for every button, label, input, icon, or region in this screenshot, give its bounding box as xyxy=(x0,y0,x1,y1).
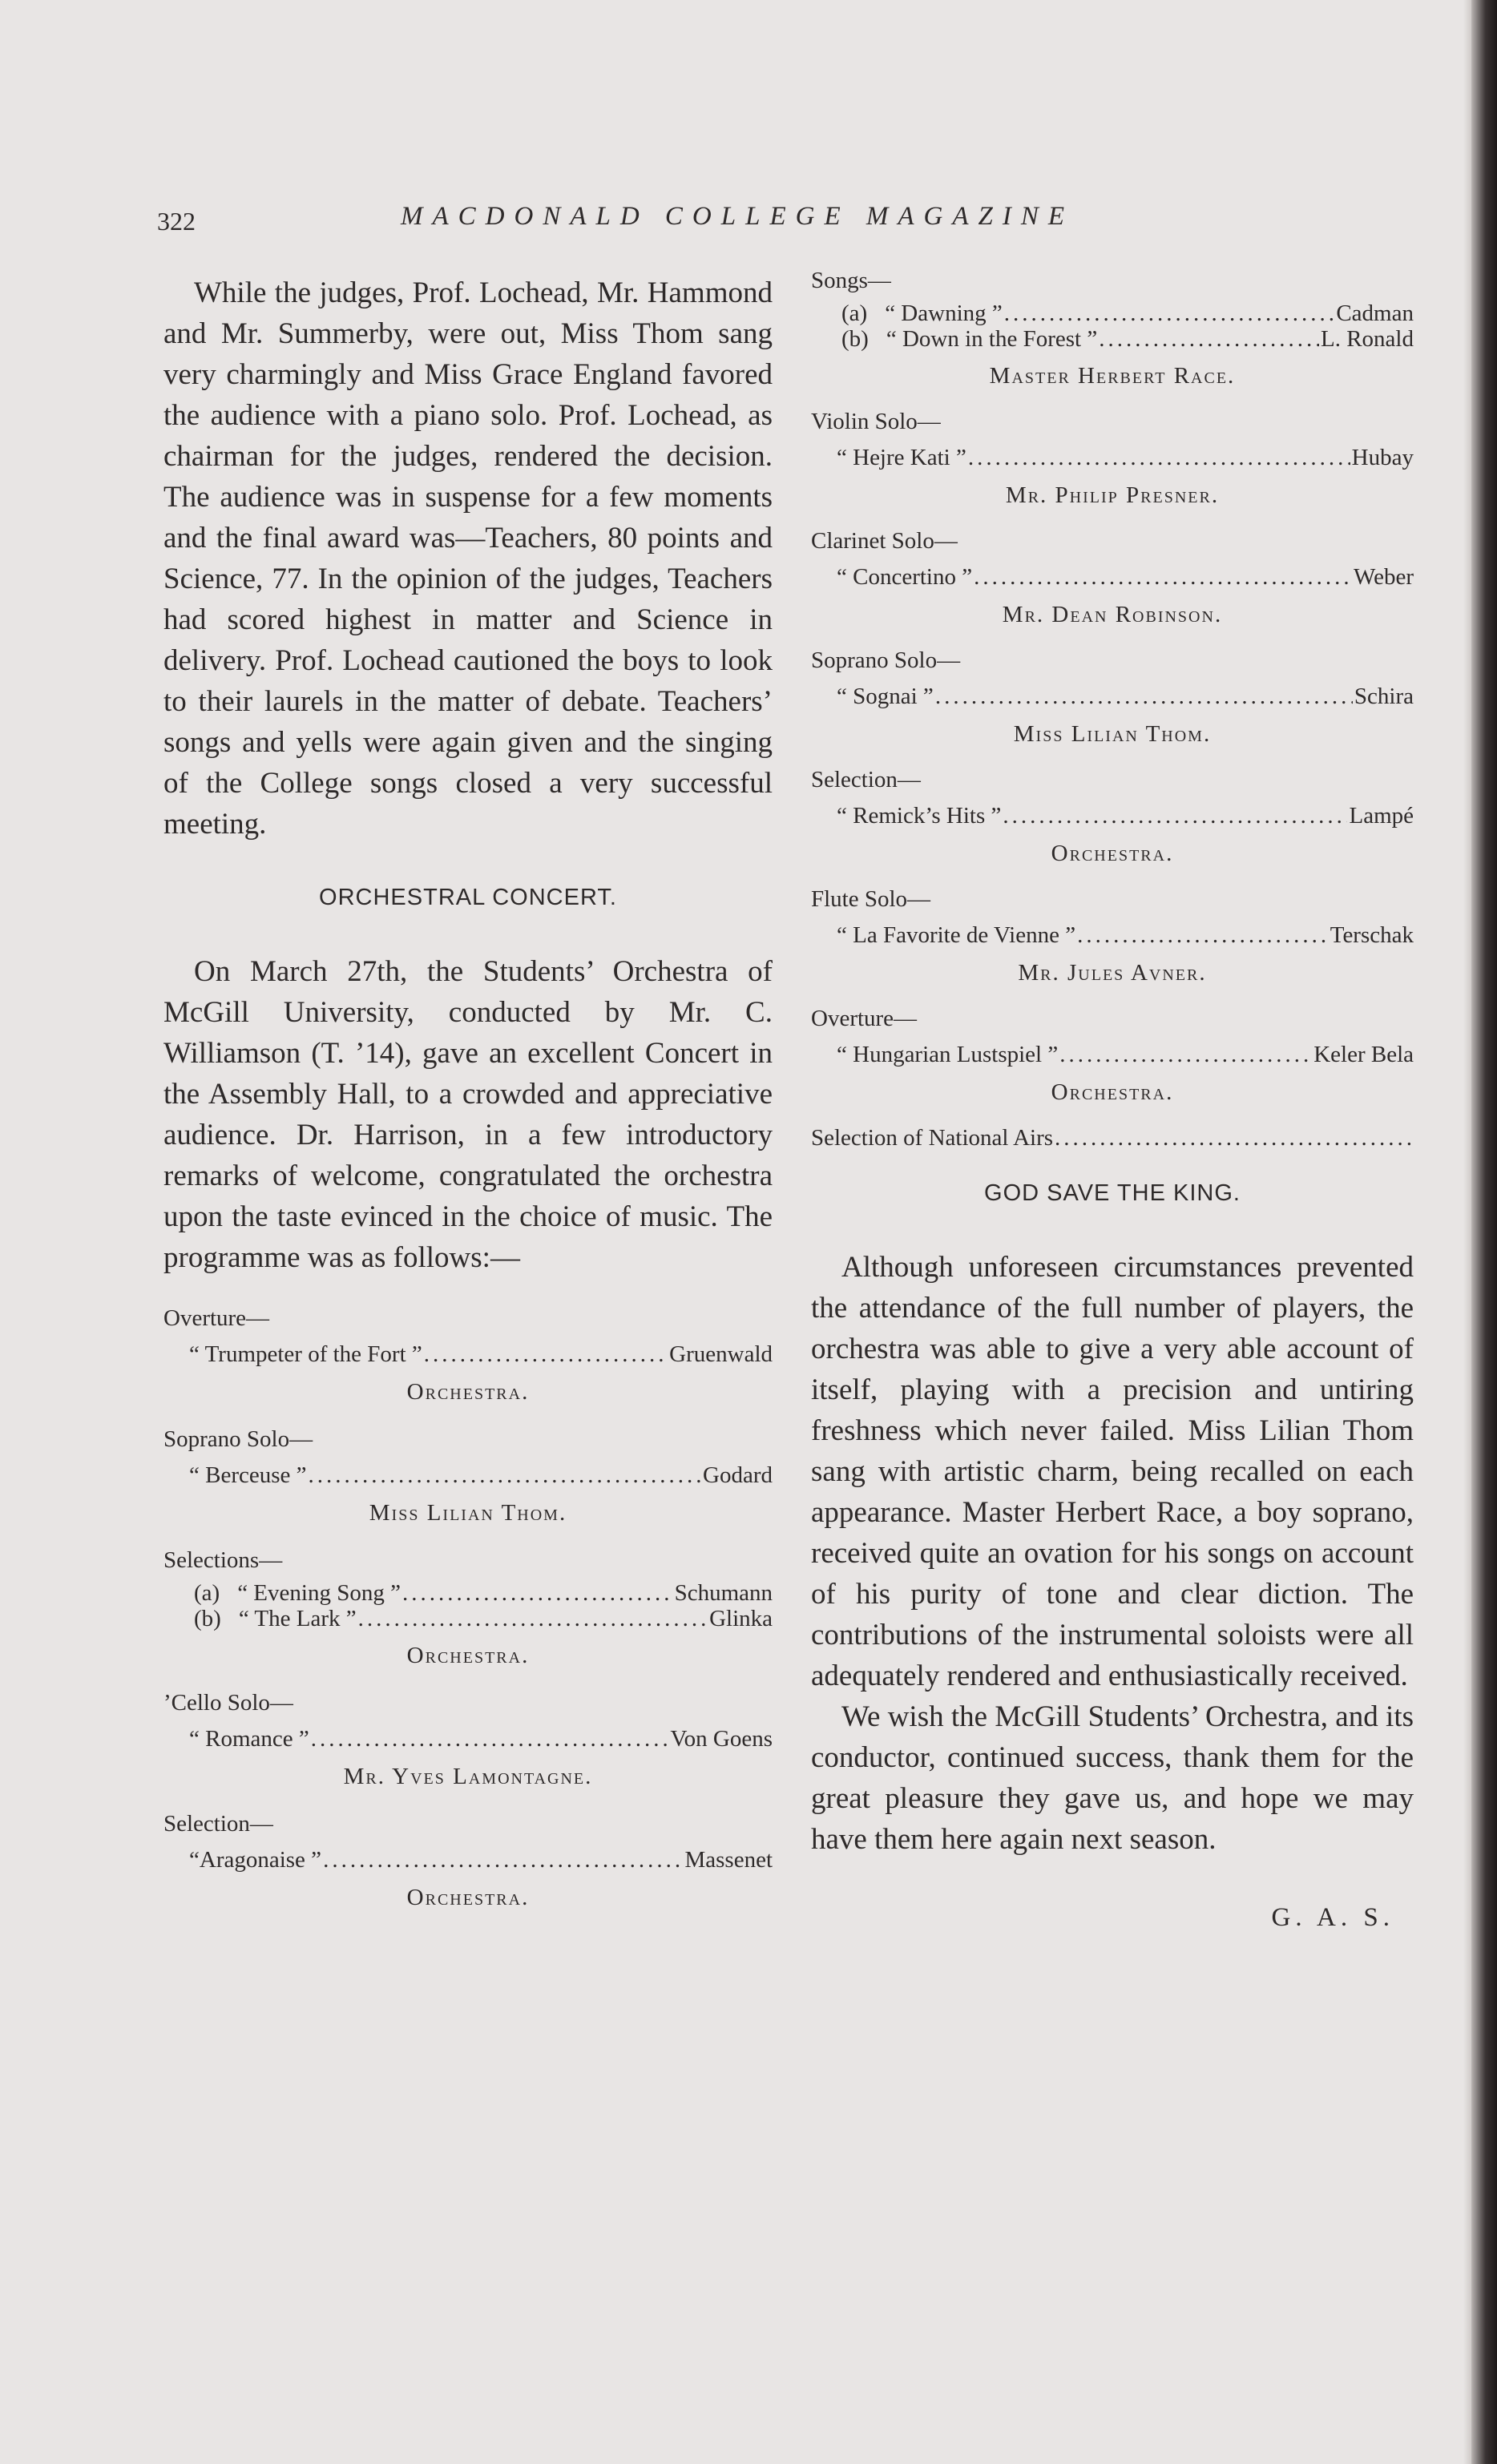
programme-item xyxy=(163,1305,773,1405)
programme-list-left xyxy=(163,1305,773,1911)
leader-dots xyxy=(1099,326,1319,352)
programme-label: Overture— xyxy=(811,1006,918,1031)
concert-intro-paragraph: On March 27th, the Students’ Orchestra of McGill University, conducted by Mr. C. Williamson (T. ’14), gave an excellent Concert in the Assembly Hall, to a crowded and appreciative audience. Dr. Harrison, in a few introductory remarks of welcome, congratulated the orchestra upon the taste evinced in the choice of music. The programme was as follows:— xyxy=(163,955,773,1274)
performer: Mr. Yves Lamontagne. xyxy=(343,1764,593,1789)
piece-title: “ Berceuse ” xyxy=(189,1462,307,1488)
programme-item xyxy=(811,409,1414,509)
composer: Glinka xyxy=(709,1606,773,1631)
programme-item xyxy=(163,1426,773,1526)
programme-label: Soprano Solo— xyxy=(163,1426,313,1452)
item-letter: (b) xyxy=(194,1606,221,1631)
leader-dots xyxy=(424,1341,668,1368)
piece-title: “ La Favorite de Vienne ” xyxy=(837,922,1076,948)
programme-label: Selection— xyxy=(811,767,921,792)
closing-paragraph: We wish the McGill Students’ Orchestra, and its conductor, continued success, thank them for the great pleasure they gave us, and hope we may have them here again next season. xyxy=(811,1700,1414,1856)
piece-title: “ Evening Song ” xyxy=(237,1580,401,1606)
running-head: MACDONALD COLLEGE MAGAZINE xyxy=(401,202,1075,231)
composer: Cadman xyxy=(1336,300,1414,326)
leader-dots xyxy=(1059,1042,1312,1068)
programme-label: Flute Solo— xyxy=(811,886,931,912)
piece-title: “ The Lark ” xyxy=(238,1606,357,1631)
performer: Orchestra. xyxy=(1051,1079,1174,1105)
programme-label: Overture— xyxy=(163,1305,270,1331)
performer: Miss Lilian Thom. xyxy=(369,1500,567,1526)
performer: Orchestra. xyxy=(406,1885,530,1910)
piece-title: “ Hungarian Lustspiel ” xyxy=(837,1042,1059,1067)
programme-label: Soprano Solo— xyxy=(811,647,961,673)
programme-item xyxy=(811,528,1414,628)
right-column xyxy=(811,268,1414,1933)
page-gutter-shadow xyxy=(1463,0,1471,2464)
programme-line xyxy=(811,326,1414,352)
composer: Lampé xyxy=(1349,803,1414,829)
programme-item xyxy=(811,886,1414,986)
composer: Keler Bela xyxy=(1313,1042,1414,1067)
leader-dots xyxy=(968,445,1350,471)
concert-heading: ORCHESTRAL CONCERT. xyxy=(319,885,617,910)
item-letter: (b) xyxy=(841,326,869,352)
composer: Von Goens xyxy=(670,1726,773,1752)
national-airs-line xyxy=(811,1125,1414,1151)
leader-dots xyxy=(1004,300,1335,326)
programme-label: ’Cello Solo— xyxy=(163,1690,293,1716)
leader-dots xyxy=(358,1606,708,1631)
composer: Schira xyxy=(1354,684,1414,709)
composer: Weber xyxy=(1354,564,1414,590)
programme-line xyxy=(811,803,1414,829)
left-column xyxy=(163,272,773,1932)
composer: Hubay xyxy=(1351,445,1414,470)
signature: G. A. S. xyxy=(1271,1903,1394,1932)
programme-label: Songs— xyxy=(811,268,891,293)
programme-line xyxy=(163,1341,773,1368)
programme-item xyxy=(163,1811,773,1911)
performer: Orchestra. xyxy=(406,1643,530,1668)
programme-line xyxy=(163,1847,773,1873)
performer: Master Herbert Race. xyxy=(989,363,1236,389)
programme-line xyxy=(811,564,1414,591)
programme-item xyxy=(811,647,1414,748)
composer: Gruenwald xyxy=(669,1341,773,1367)
piece-title: “ Trumpeter of the Fort ” xyxy=(189,1341,422,1367)
programme-item xyxy=(811,1006,1414,1106)
programme-line xyxy=(811,300,1414,326)
programme-line xyxy=(163,1606,773,1631)
leader-dots xyxy=(1077,922,1329,949)
programme-label: Selection— xyxy=(163,1811,273,1837)
page-edge xyxy=(1471,0,1497,2464)
programme-line xyxy=(811,922,1414,949)
item-letter: (a) xyxy=(841,300,868,326)
programme-line xyxy=(811,684,1414,710)
performer: Mr. Philip Presner. xyxy=(1005,482,1220,508)
performer: Mr. Jules Avner. xyxy=(1018,960,1207,986)
piece-title: “ Romance ” xyxy=(189,1726,309,1752)
programme-item xyxy=(163,1690,773,1790)
programme-line xyxy=(163,1580,773,1606)
programme-label: Selections— xyxy=(163,1547,283,1573)
leader-dots xyxy=(311,1726,669,1752)
leader-dots xyxy=(935,684,1353,710)
composer: Terschak xyxy=(1330,922,1414,948)
composer: Godard xyxy=(703,1462,773,1488)
leader-dots xyxy=(1055,1125,1412,1151)
piece-title: “ Dawning ” xyxy=(885,300,1003,326)
programme-label: Clarinet Solo— xyxy=(811,528,958,554)
composer: Massenet xyxy=(684,1847,773,1873)
programme-item xyxy=(811,268,1414,389)
leader-dots xyxy=(323,1847,683,1873)
programme-label: Violin Solo— xyxy=(811,409,941,434)
leader-dots xyxy=(309,1462,702,1489)
piece-title: “ Remick’s Hits ” xyxy=(837,803,1002,829)
performer: Orchestra. xyxy=(1051,841,1174,866)
programme-item xyxy=(163,1547,773,1669)
anthem-heading: GOD SAVE THE KING. xyxy=(984,1180,1241,1206)
piece-title: “ Hejre Kati ” xyxy=(837,445,966,470)
judges-paragraph: While the judges, Prof. Lochead, Mr. Hammond and Mr. Summerby, were out, Miss Thom sang very charmingly and Miss Grace England favored the audience with a piano solo. Prof. Lochead, as chairman for the judges, rendered the decision. The audience was in suspense for a few moments and the final award was—Teachers, 80 points and Science, 77. In the opinion of the judges, Teachers had scored highest in matter and Science in delivery. Prof. Lochead cautioned the boys to look to their laurels in the matter of debate. Teachers’ songs and yells were again given and the singing of the College songs closed a very successful meeting. xyxy=(163,276,773,841)
item-letter: (a) xyxy=(194,1580,220,1606)
performer: Mr. Dean Robinson. xyxy=(1002,602,1223,627)
piece-title: “ Down in the Forest ” xyxy=(886,326,1098,352)
page-number: 322 xyxy=(157,207,196,236)
programme-list-right xyxy=(811,268,1414,1106)
programme-line xyxy=(811,445,1414,471)
programme-line xyxy=(163,1726,773,1752)
programme-line xyxy=(811,1042,1414,1068)
piece-title: “ Sognai ” xyxy=(837,684,934,709)
piece-title: “Aragonaise ” xyxy=(189,1847,322,1873)
performer: Orchestra. xyxy=(406,1379,530,1405)
leader-dots xyxy=(402,1580,673,1606)
piece-title: “ Concertino ” xyxy=(837,564,973,590)
leader-dots xyxy=(974,564,1352,591)
composer: L. Ronald xyxy=(1321,326,1414,352)
programme-line xyxy=(163,1462,773,1489)
leader-dots xyxy=(1003,803,1347,829)
composer: Schumann xyxy=(674,1580,773,1606)
national-airs-title: Selection of National Airs xyxy=(811,1125,1054,1151)
review-paragraph: Although unforeseen circumstances prevented the attendance of the full number of players, the orchestra was able to give a very able account of itself, playing with a precision and untiring freshness which never failed. Miss Lilian Thom sang with artistic charm, being recalled on each appearance. Master Herbert Race, a boy soprano, received quite an ovation for his songs on account of his purity of tone and clear diction. The contributions of the instrumental soloists were all adequately rendered and enthusiastically received. xyxy=(811,1251,1414,1692)
performer: Miss Lilian Thom. xyxy=(1013,721,1212,747)
programme-item xyxy=(811,767,1414,867)
